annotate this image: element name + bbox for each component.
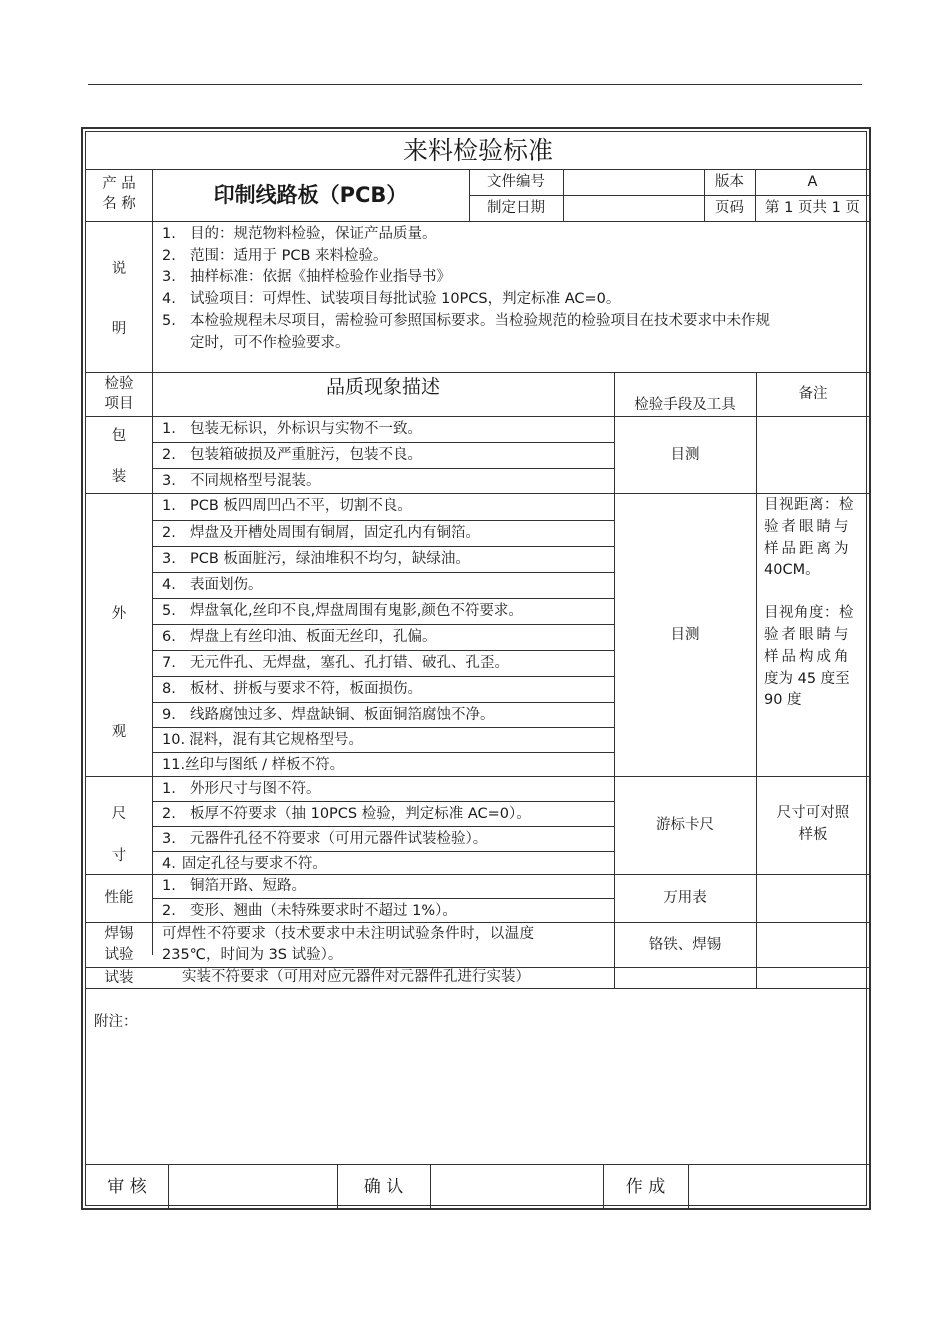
file-no-value <box>563 169 704 195</box>
header-item-line-1: 检验 <box>104 376 134 392</box>
dimension-item: 3. 元器件孔径不符要求（可用元器件试装检验）。 <box>162 831 488 847</box>
page-value: 第 1 页共 1 页 <box>765 200 860 216</box>
page-label: 页码 <box>715 200 744 216</box>
packaging-item: 2. 包装箱破损及严重脏污，包装不良。 <box>162 447 422 463</box>
dimension-note <box>756 802 870 846</box>
explain-list <box>162 224 866 354</box>
solder-text <box>162 924 612 966</box>
appearance-item: 8. 板材、拼板与要求不符，板面损伤。 <box>162 681 422 697</box>
explain-item: 5. 本检验规程未尽项目，需检验可参照国标要求。当检验规范的检验项目在技术要求中未作规 <box>162 312 770 329</box>
header-item-line-2: 项目 <box>104 396 134 412</box>
appearance-note-line: 验者眼睛与 <box>764 626 852 643</box>
performance-label: 性能 <box>104 890 134 906</box>
appearance-note-line: 验者眼睛与 <box>764 518 852 535</box>
appearance-item: 7. 无元件孔、无焊盘，塞孔、孔打错、破孔、孔歪。 <box>162 655 509 671</box>
packaging-label-2: 装 <box>111 469 127 485</box>
file-no-label: 文件编号 <box>487 174 545 190</box>
review-label: 审 核 <box>107 1176 147 1197</box>
explain-item: 4. 试验项目：可焊性、试装项目每批试验 10PCS，判定标准 AC=0。 <box>162 291 621 308</box>
performance-tool: 万用表 <box>663 890 707 906</box>
explain-item: 3. 抽样标准：依据《抽样检验作业指导书》 <box>162 269 451 286</box>
dimension-label-1: 尺 <box>111 806 127 822</box>
header-notes: 备注 <box>798 386 828 402</box>
divider <box>152 169 153 955</box>
appearance-tool: 目测 <box>670 626 700 643</box>
form-title: 来料检验标准 <box>402 135 553 165</box>
create-label: 作 成 <box>625 1176 666 1197</box>
appearance-item: 1. PCB 板四周凹凸不平，切割不良。 <box>162 498 412 514</box>
appearance-item: 2. 焊盘及开槽处周围有铜屑，固定孔内有铜箔。 <box>162 525 480 541</box>
appearance-note-line: 度为 45 度至 <box>764 670 850 687</box>
confirm-signature-field[interactable] <box>430 1164 603 1209</box>
appearance-item: 6. 焊盘上有丝印油、板面无丝印，孔偏。 <box>162 629 437 645</box>
packaging-item: 3. 不同规格型号混装。 <box>162 473 321 489</box>
product-label-line-2: 名 称 <box>102 196 136 212</box>
dimension-note-line-2: 样板 <box>798 827 828 843</box>
packaging-note <box>756 416 870 493</box>
packaging-label-1: 包 <box>111 428 127 444</box>
version-value: A <box>807 174 818 190</box>
dimension-item: 4. 固定孔径与要求不符。 <box>162 856 327 872</box>
trial-label: 试装 <box>104 969 134 986</box>
appearance-note-line: 样品距离为 <box>764 540 852 557</box>
header-tools: 检验手段及工具 <box>634 397 736 413</box>
appearance-item: 10. 混料，混有其它规格型号。 <box>162 732 364 748</box>
dimension-note-line-1: 尺寸可对照 <box>776 805 850 821</box>
explain-item: 定时，可不作检验要求。 <box>190 334 350 351</box>
explain-label-1: 说 <box>111 261 127 277</box>
performance-item: 1. 铜箔开路、短路。 <box>162 878 306 894</box>
explain-item: 2. 范围：适用于 PCB 来料检验。 <box>162 247 388 264</box>
date-label: 制定日期 <box>487 200 545 216</box>
appearance-item: 11.丝印与图纸 / 样板不符。 <box>162 757 345 773</box>
explain-item: 1. 目的：规范物料检验，保证产品质量。 <box>162 226 437 242</box>
solder-tool: 铬铁、焊锡 <box>648 936 722 953</box>
solder-text-line-2: 235℃，时间为 3S 试验）。 <box>162 947 343 963</box>
confirm-label: 确 认 <box>363 1176 404 1197</box>
dimension-item: 1. 外形尺寸与图不符。 <box>162 781 321 797</box>
dimension-tool: 游标卡尺 <box>656 817 714 833</box>
dimension-label-2: 寸 <box>111 848 127 864</box>
appearance-item: 9. 线路腐蚀过多、焊盘缺铜、板面铜箔腐蚀不净。 <box>162 707 495 723</box>
packaging-tool: 目测 <box>670 446 700 463</box>
dimension-item: 2. 板厚不符要求（抽 10PCS 检验，判定标准 AC=0）。 <box>162 806 531 822</box>
review-signature-field[interactable] <box>168 1164 337 1209</box>
appearance-note-line: 目视距离：检 <box>764 497 854 513</box>
appearance-note-line: 目视角度：检 <box>764 605 854 622</box>
remarks-label: 附注： <box>94 1014 138 1030</box>
product-name: 印制线路板（PCB） <box>213 183 408 207</box>
appearance-label-1: 外 <box>111 606 127 622</box>
explain-label-2: 明 <box>111 321 127 337</box>
version-label: 版本 <box>715 174 744 190</box>
solder-label <box>86 924 152 966</box>
solder-text-line-1: 可焊性不符要求（技术要求中未注明试验条件时，以温度 <box>162 926 535 942</box>
appearance-note-line: 40CM。 <box>764 562 820 579</box>
appearance-note-line <box>764 582 864 603</box>
solder-label-line-1: 焊锡 <box>104 926 134 942</box>
divider <box>86 221 870 222</box>
header-item <box>86 374 152 414</box>
appearance-item: 5. 焊盘氧化,丝印不良,焊盘周围有鬼影,颜色不符要求。 <box>162 603 523 619</box>
product-name-label <box>86 174 152 218</box>
solder-label-line-2: 试验 <box>104 947 134 963</box>
divider <box>86 988 870 989</box>
trial-text: 实装不符要求（可用对应元器件对元器件孔进行实装） <box>182 969 530 985</box>
product-label-line-1: 产 品 <box>102 176 136 192</box>
inspection-standard-form <box>81 127 871 1210</box>
date-value <box>563 195 704 221</box>
appearance-note <box>764 495 864 712</box>
header-desc: 品质现象描述 <box>325 376 440 398</box>
appearance-note-line: 样品构成角 <box>764 648 852 665</box>
form-inner-border <box>85 131 867 1206</box>
appearance-note-line: 90 度 <box>764 692 802 709</box>
performance-item: 2. 变形、翘曲（未特殊要求时不超过 1%）。 <box>162 903 457 919</box>
appearance-label-2: 观 <box>111 724 127 740</box>
header-rule <box>88 84 862 85</box>
packaging-item: 1. 包装无标识，外标识与实物不一致。 <box>162 421 422 437</box>
appearance-item: 4. 表面划伤。 <box>162 577 263 593</box>
create-signature-field[interactable] <box>688 1164 870 1209</box>
appearance-item: 3. PCB 板面脏污，绿油堆积不均匀，缺绿油。 <box>162 551 470 567</box>
